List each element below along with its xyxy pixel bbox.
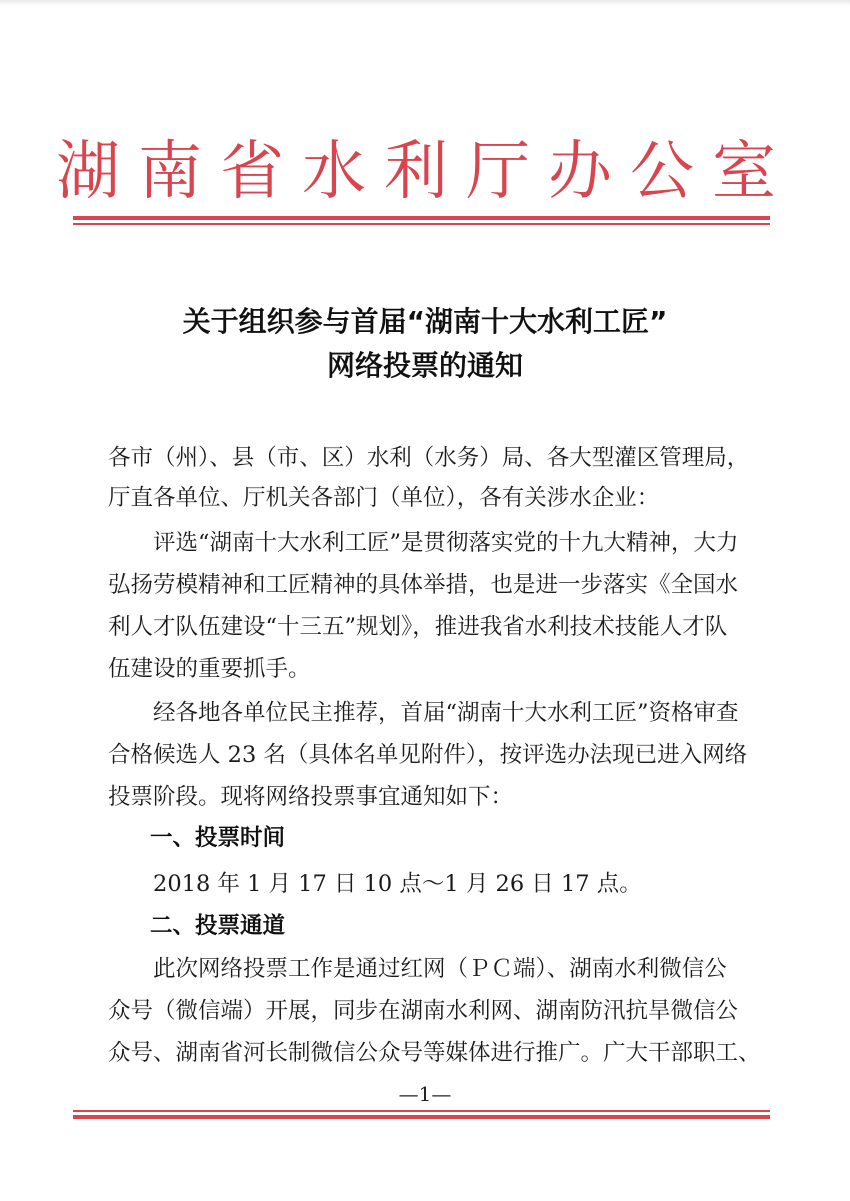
paragraph-1-line-4: 伍建设的重要抓手。 (108, 656, 311, 682)
recipients-line-2: 厅直各单位、厅机关各部门（单位），各有关涉水企业： (108, 485, 660, 511)
paragraph-1-line-3: 利人才队伍建设“十三五”规划》，推进我省水利技术技能人才队 (108, 614, 728, 640)
footer-rule-thin (73, 1110, 770, 1112)
paragraph-3-line-2: 众号（微信端）开展，同步在湖南水利网、湖南防汛抗旱微信公 (108, 998, 739, 1024)
paragraph-1-line-1: 评选“湖南十大水利工匠”是贯彻落实党的十九大精神，大力 (108, 530, 739, 556)
section-1-heading: 一、投票时间 (150, 825, 286, 851)
document-title-line-1: 关于组织参与首届“湖南十大水利工匠” (182, 305, 668, 338)
paragraph-3-line-1: 此次网络投票工作是通过红网（ＰＣ端）、湖南水利微信公 (108, 956, 727, 982)
header-rule-thin (73, 223, 770, 225)
paragraph-2-line-3: 投票阶段。现将网络投票事宜通知如下： (108, 784, 514, 810)
paragraph-2-line-1: 经各地各单位民主推荐，首届“湖南十大水利工匠”资格审查 (108, 700, 739, 726)
paragraph-3-line-3: 众号、湖南省河长制微信公众号等媒体进行推广。广大干部职工、 (108, 1040, 761, 1066)
page-number: —1— (398, 1082, 452, 1106)
scan-edge (0, 0, 850, 6)
header-rule-thick (73, 216, 770, 220)
footer-rule-thick (73, 1115, 770, 1119)
organization-header: 湖南省水利厅办公室 (56, 135, 794, 209)
paragraph-1-line-2: 弘扬劳模精神和工匠精神的具体举措，也是进一步落实《全国水 (108, 572, 739, 598)
section-1-text: 2018 年 1 月 17 日 10 点～1 月 26 日 17 点。 (108, 871, 642, 897)
section-2-heading: 二、投票通道 (150, 913, 286, 939)
document-title-line-2: 网络投票的通知 (326, 349, 523, 382)
recipients-line-1: 各市（州）、县（市、区）水利（水务）局、各大型灌区管理局， (108, 445, 750, 471)
paragraph-2-line-2: 合格候选人 23 名（具体名单见附件），按评选办法现已进入网络 (108, 742, 748, 768)
